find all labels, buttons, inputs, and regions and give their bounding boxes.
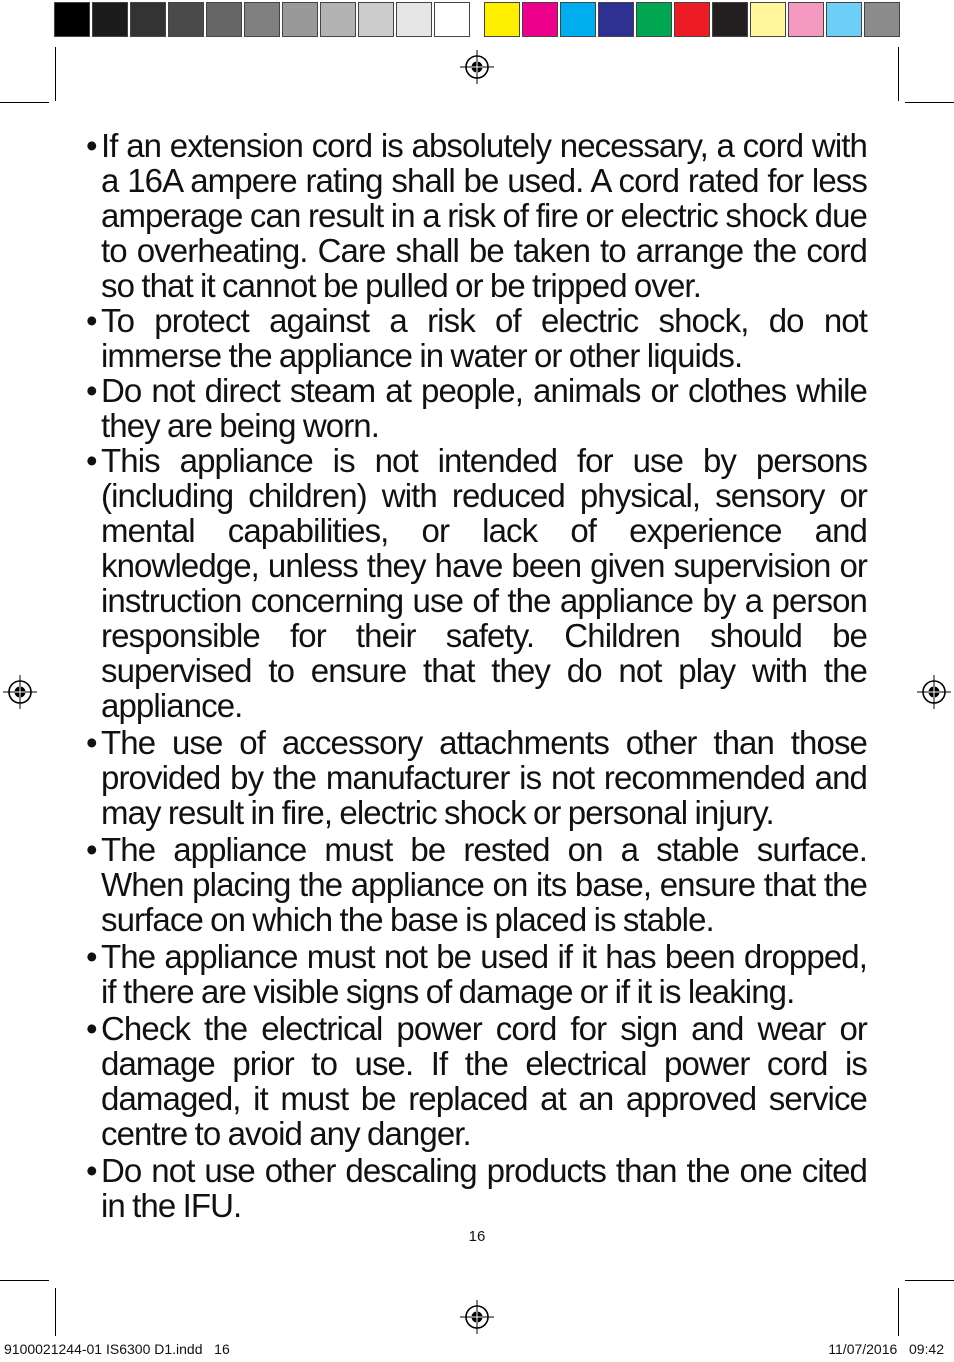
list-item: • To protect against a risk of electric shock, do not immerse the appliance in water or other liquids. xyxy=(86,302,867,374)
gray-swatch-11 xyxy=(434,2,470,37)
crop-mark-bottom-right-vertical xyxy=(898,1288,899,1336)
page-number: 16 xyxy=(468,1228,486,1245)
crop-mark-top-right-vertical xyxy=(898,47,899,101)
gray-swatch-7 xyxy=(282,2,318,37)
list-item: • The appliance must not be used if it has been dropped, if there are visible signs of damage or if it is leaking. xyxy=(86,938,867,1010)
gray-swatch-1 xyxy=(54,2,90,37)
list-item: • The use of accessory attachments other than those provided by the manufacturer is not recommended and may result in fire, electric shock or personal injury. xyxy=(86,724,867,831)
crop-mark-top-right-horizontal xyxy=(905,102,954,103)
color-swatch-8 xyxy=(750,2,786,37)
gray-swatch-9 xyxy=(358,2,394,37)
gray-swatch-5 xyxy=(206,2,242,37)
list-item: • Do not use other descaling products than the one cited in the IFU. xyxy=(86,1152,867,1224)
list-item: • This appliance is not intended for use by persons (including children) with reduced physical, sensory or mental capabilities, or lack of experience and knowledge, unless they have been given supervision or instruction concerning use of the appliance by a person responsible for their safety. Children should be supervised to ensure that they do not play with the appliance. xyxy=(86,442,867,724)
bullet-icon: • xyxy=(86,938,97,975)
list-item: • Do not direct steam at people, animals or clothes while they are being worn. xyxy=(86,372,867,444)
list-item: • Check the electrical power cord for sign and wear or damage prior to use. If the electrical power cord is damaged, it must be replaced at an approved service centre to avoid any danger. xyxy=(86,1010,867,1152)
bullet-icon: • xyxy=(86,831,97,868)
slug-date-time: 11/07/2016 09:42 xyxy=(828,1341,944,1357)
crop-mark-bottom-left-horizontal xyxy=(0,1280,49,1281)
bullet-icon: • xyxy=(86,127,97,164)
gray-swatch-10 xyxy=(396,2,432,37)
crop-mark-top-left-horizontal xyxy=(0,102,49,103)
safety-instructions-list xyxy=(86,128,867,1223)
crop-mark-bottom-right-horizontal xyxy=(905,1280,954,1281)
registration-mark-right-icon xyxy=(917,675,951,709)
color-swatch-6 xyxy=(674,2,710,37)
bullet-icon: • xyxy=(86,442,97,479)
crop-mark-bottom-left-vertical xyxy=(55,1288,56,1336)
gray-swatch-3 xyxy=(130,2,166,37)
crop-mark-top-left-vertical xyxy=(55,47,56,101)
color-swatch-10 xyxy=(826,2,862,37)
registration-mark-top-icon xyxy=(460,50,494,84)
process-color-bar xyxy=(484,2,902,39)
slug-file-info: 9100021244-01 IS6300 D1.indd 16 xyxy=(4,1341,230,1357)
color-swatch-1 xyxy=(484,2,520,37)
color-swatch-4 xyxy=(598,2,634,37)
gray-swatch-8 xyxy=(320,2,356,37)
gray-swatch-4 xyxy=(168,2,204,37)
gray-swatch-2 xyxy=(92,2,128,37)
color-swatch-2 xyxy=(522,2,558,37)
bullet-icon: • xyxy=(86,372,97,409)
list-item: • The appliance must be rested on a stable surface. When placing the appliance on its base, ensure that the surface on which the base is placed is stable. xyxy=(86,831,867,938)
color-swatch-5 xyxy=(636,2,672,37)
list-item: • If an extension cord is absolutely necessary, a cord with a 16A ampere rating shall be used. A cord rated for less amperage can result in a risk of fire or electric shock due to overheating. Care shall be taken to arrange the cord so that it cannot be pulled or be tripped over. xyxy=(86,127,867,304)
grayscale-color-bar xyxy=(54,2,472,39)
registration-mark-bottom-icon xyxy=(460,1300,494,1334)
color-swatch-3 xyxy=(560,2,596,37)
gray-swatch-6 xyxy=(244,2,280,37)
bullet-icon: • xyxy=(86,1152,97,1189)
bullet-icon: • xyxy=(86,1010,97,1047)
color-swatch-9 xyxy=(788,2,824,37)
bullet-icon: • xyxy=(86,724,97,761)
color-swatch-7 xyxy=(712,2,748,37)
registration-mark-left-icon xyxy=(3,675,37,709)
color-swatch-11 xyxy=(864,2,900,37)
bullet-icon: • xyxy=(86,302,97,339)
